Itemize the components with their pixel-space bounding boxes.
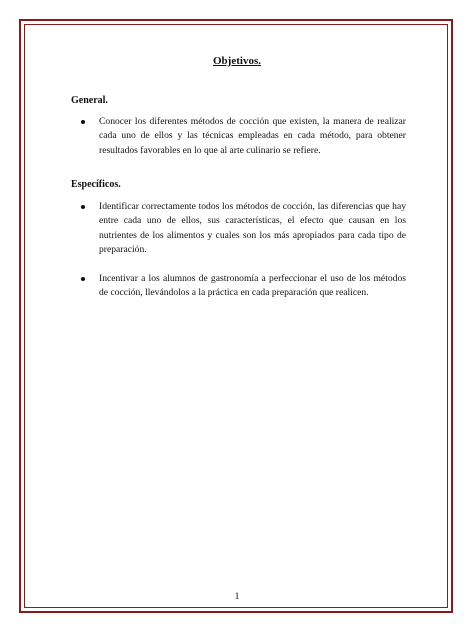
- bullet-icon: [81, 205, 85, 209]
- bullet-icon: [81, 120, 85, 124]
- list-item: [81, 115, 406, 158]
- list-item: [81, 200, 406, 257]
- page-border-inner: [24, 24, 448, 608]
- list-item: [81, 272, 406, 301]
- section-heading-general: General.: [71, 95, 108, 106]
- page-title: Objetivos.: [213, 55, 261, 67]
- bullet-icon: [81, 277, 85, 281]
- list-item-text: Conocer los diferentes métodos de cocción que existen, la manera de realizar cada uno de ellos y las técnicas empleadas en cada método, para obtener resultados favorables en lo que al arte culinario se refiere.: [99, 116, 406, 156]
- list-item-text: Incentivar a los alumnos de gastronomía a perfeccionar el uso de los métodos de cocción, llevándolos a la práctica en cada preparación que realicen.: [99, 273, 406, 299]
- list-item-text: Identificar correctamente todos los métodos de cocción, las diferencias que hay entre cada uno de ellos, sus características, el efecto que causan en los nutrientes de los alimentos y cuales son los más apropiados para cada tipo de preparación.: [99, 201, 406, 255]
- page-number: 1: [234, 592, 240, 602]
- section-heading-specific: Específicos.: [71, 179, 121, 190]
